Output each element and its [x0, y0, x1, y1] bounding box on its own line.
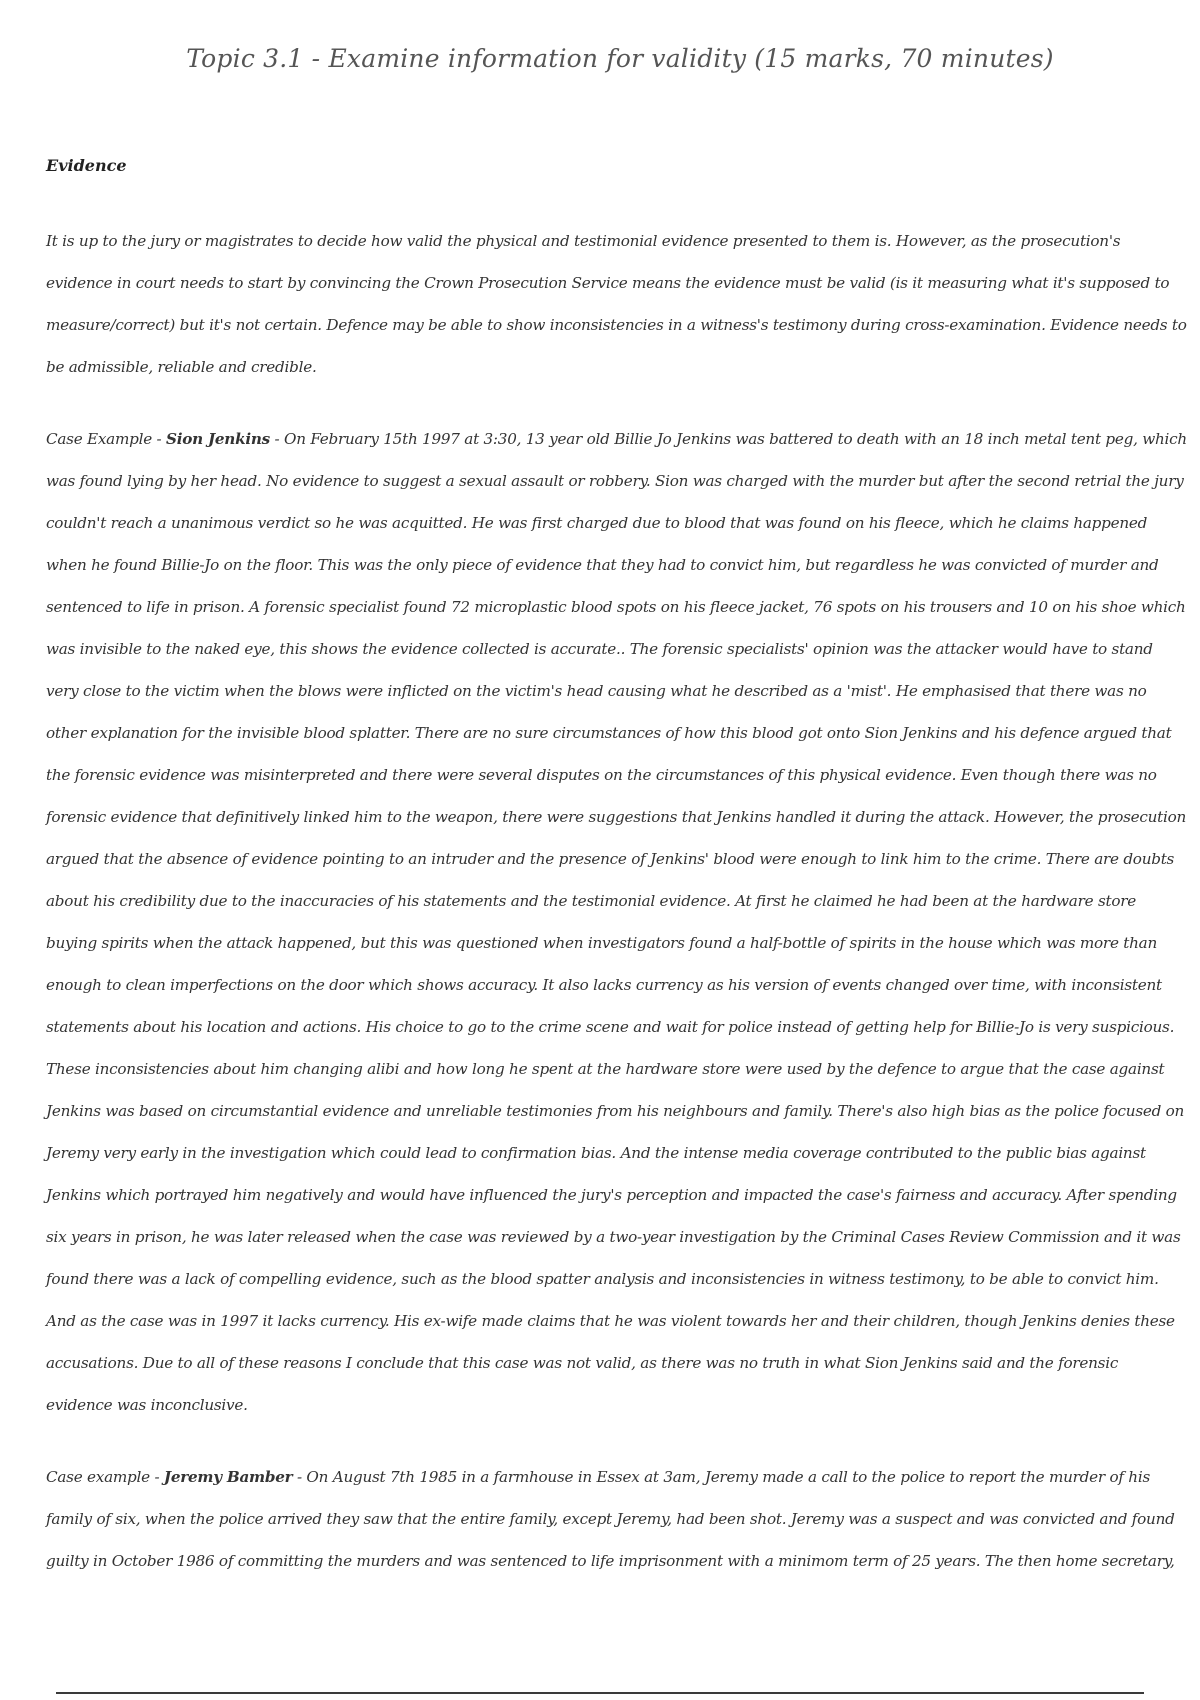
case-body: - On August 7th 1985 in a farmhouse in Essex at 3am, Jeremy made a call to the police to report the murder of his family of six, when the police arrived they saw that the entire family, except Jeremy, had been shot. Jeremy was a suspect and was convicted and found guilty in October 1986 of committing the murders and was sentenced to life imprisonment with a minimom term of 25 years. The then home secretary, [46, 1468, 1175, 1570]
case-paragraph-sion-jenkins [46, 418, 1188, 1426]
document-title: Topic 3.1 - Examine information for validity (15 marks, 70 minutes) [186, 44, 1054, 73]
intro-paragraph: It is up to the jury or magistrates to decide how valid the physical and testimonial evidence presented to them is. However, as the prosecution's evidence in court needs to start by convincing the Crown Prosecution Service means the evidence must be valid (is it measuring what it's supposed to measure/correct) but it's not certain. Defence may be able to show inconsistencies in a witness's testimony during cross-examination. Evidence needs to be admissible, reliable and credible. [46, 232, 1187, 376]
case-body: - On February 15th 1997 at 3:30, 13 year old Billie Jo Jenkins was battered to death with an 18 inch metal tent peg, which was found lying by her head. No evidence to suggest a sexual assault or robbery. Sion was charged with the murder but after the second retrial the jury couldn't reach a unanimous verdict so he was acquitted. He was first charged due to blood that was found on his fleece, which he claims happened when he found Billie-Jo on the floor. This was the only piece of evidence that they had to convict him, but regardless he was convicted of murder and sentenced to life in prison. A forensic specialist found 72 microplastic blood spots on his fleece jacket, 76 spots on his trousers and 10 on his shoe which was invisible to the naked eye, this shows the evidence collected is accurate.. The forensic specialists' opinion was the attacker would have to stand very close to the victim when the blows were inflicted on the victim's head causing what he described as a 'mist'. He emphasised that there was no other explanation for the invisible blood splatter. There are no sure circumstances of how this blood got onto Sion Jenkins and his defence argued that the forensic evidence was misinterpreted and there were several disputes on the circumstances of this physical evidence. Even though there was no forensic evidence that definitively linked him to the weapon, there were suggestions that Jenkins handled it during the attack. However, the prosecution argued that the absence of evidence pointing to an intruder and the presence of Jenkins' blood were enough to link him to the crime. There are doubts about his credibility due to the inaccuracies of his statements and the testimonial evidence. At first he claimed he had been at the hardware store buying spirits when the attack happened, but this was questioned when investigators found a half-bottle of spirits in the house which was more than enough to clean imperfections on the door which shows accuracy. It also lacks currency as his version of events changed over time, with inconsistent statements about his location and actions. His choice to go to the crime scene and wait for police instead of getting help for Billie-Jo is very suspicious. These inconsistencies about him changing alibi and how long he spent at the hardware store were used by the defence to argue that the case against Jenkins was based on circumstantial evidence and unreliable testimonies from his neighbours and family. There's also high bias as the police focused on Jeremy very early in the investigation which could lead to confirmation bias. And the intense media coverage contributed to the public bias against Jenkins which portrayed him negatively and would have influenced the jury's perception and impacted the case's fairness and accuracy. After spending six years in prison, he was later released when the case was reviewed by a two-year investigation by the Criminal Cases Review Commission and it was found there was a lack of compelling evidence, such as the blood spatter analysis and inconsistencies in witness testimony, to be able to convict him. And as the case was in 1997 it lacks currency. His ex-wife made claims that he was violent towards her and their children, though Jenkins denies these accusations. Due to all of these reasons I conclude that this case was not valid, as there was no truth in what Sion Jenkins said and the forensic evidence was inconclusive. [46, 430, 1187, 1414]
case-prefix: Case example - [46, 1468, 164, 1486]
case-paragraph-jeremy-bamber [46, 1456, 1188, 1582]
page-footer-rule [56, 1692, 1144, 1694]
case-name: Sion Jenkins [166, 430, 270, 448]
case-name: Jeremy Bamber [163, 1468, 293, 1486]
case-prefix: Case Example - [46, 430, 166, 448]
section-heading: Evidence [46, 156, 127, 175]
